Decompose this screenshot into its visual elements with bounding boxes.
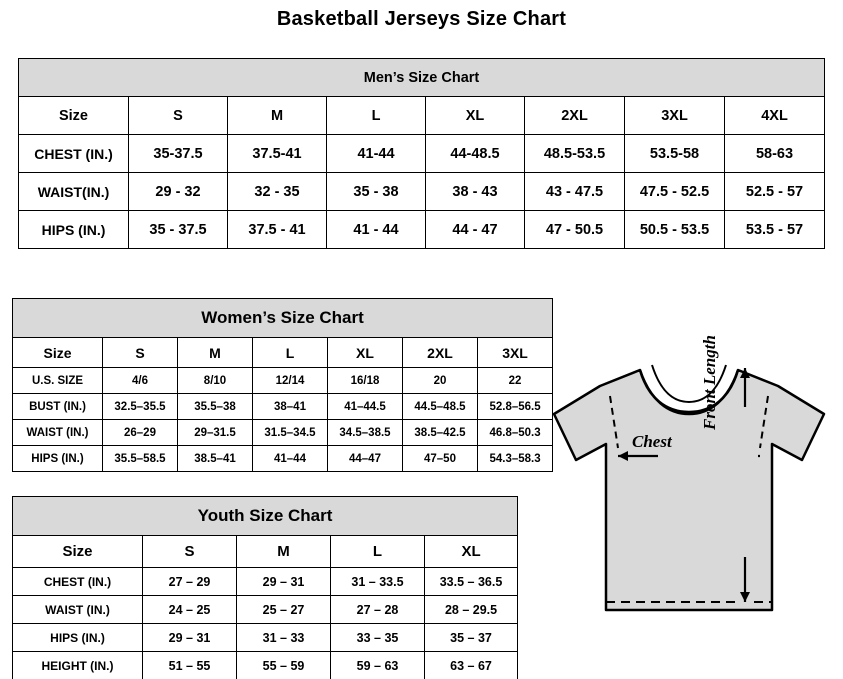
mens-col-xl: XL	[426, 97, 525, 135]
womens-row-bust-label: BUST (IN.)	[13, 394, 103, 420]
womens-row-waist-label: WAIST (IN.)	[13, 420, 103, 446]
womens-waist-l: 31.5–34.5	[253, 420, 328, 446]
womens-size-chart	[12, 298, 553, 472]
mens-chest-2xl: 48.5-53.5	[525, 135, 625, 173]
youth-height-m: 55 – 59	[237, 652, 331, 679]
mens-waist-4xl: 52.5 - 57	[725, 173, 825, 211]
mens-waist-2xl: 43 - 47.5	[525, 173, 625, 211]
womens-ussize-3xl: 22	[478, 368, 553, 394]
womens-bust-s: 32.5–35.5	[103, 394, 178, 420]
youth-waist-s: 24 – 25	[143, 596, 237, 624]
mens-size-chart	[18, 58, 825, 249]
womens-col-m: M	[178, 338, 253, 368]
youth-row-chest-label: CHEST (IN.)	[13, 568, 143, 596]
mens-chest-s: 35-37.5	[129, 135, 228, 173]
youth-chest-m: 29 – 31	[237, 568, 331, 596]
youth-row-hips-label: HIPS (IN.)	[13, 624, 143, 652]
womens-hips-m: 38.5–41	[178, 446, 253, 472]
mens-col-4xl: 4XL	[725, 97, 825, 135]
womens-col-l: L	[253, 338, 328, 368]
womens-waist-3xl: 46.8–50.3	[478, 420, 553, 446]
youth-height-xl: 63 – 67	[425, 652, 518, 679]
womens-bust-2xl: 44.5–48.5	[403, 394, 478, 420]
table-row	[19, 173, 825, 211]
front-length-measure-label: Front Length	[700, 335, 719, 430]
mens-chest-xl: 44-48.5	[426, 135, 525, 173]
mens-waist-xl: 38 - 43	[426, 173, 525, 211]
table-row	[19, 135, 825, 173]
womens-col-3xl: 3XL	[478, 338, 553, 368]
measurement-diagram	[540, 352, 840, 674]
chest-measure-label: Chest	[632, 432, 672, 451]
youth-header-size: Size	[13, 536, 143, 568]
table-row	[13, 420, 553, 446]
womens-waist-2xl: 38.5–42.5	[403, 420, 478, 446]
mens-col-l: L	[327, 97, 426, 135]
womens-ussize-xl: 16/18	[328, 368, 403, 394]
mens-row-waist-label: WAIST(IN.)	[19, 173, 129, 211]
youth-row-height-label: HEIGHT (IN.)	[13, 652, 143, 679]
youth-height-l: 59 – 63	[331, 652, 425, 679]
table-row	[13, 568, 518, 596]
youth-height-s: 51 – 55	[143, 652, 237, 679]
table-row	[13, 368, 553, 394]
mens-col-2xl: 2XL	[525, 97, 625, 135]
mens-chest-3xl: 53.5-58	[625, 135, 725, 173]
mens-hips-4xl: 53.5 - 57	[725, 211, 825, 249]
mens-chart-title: Men’s Size Chart	[19, 59, 825, 97]
womens-ussize-l: 12/14	[253, 368, 328, 394]
womens-col-xl: XL	[328, 338, 403, 368]
mens-hips-2xl: 47 - 50.5	[525, 211, 625, 249]
youth-waist-xl: 28 – 29.5	[425, 596, 518, 624]
womens-bust-l: 38–41	[253, 394, 328, 420]
mens-row-hips-label: HIPS (IN.)	[19, 211, 129, 249]
womens-ussize-s: 4/6	[103, 368, 178, 394]
mens-row-chest-label: CHEST (IN.)	[19, 135, 129, 173]
womens-ussize-m: 8/10	[178, 368, 253, 394]
mens-chest-m: 37.5-41	[228, 135, 327, 173]
womens-hips-xl: 44–47	[328, 446, 403, 472]
womens-row-hips-label: HIPS (IN.)	[13, 446, 103, 472]
womens-ussize-2xl: 20	[403, 368, 478, 394]
mens-waist-l: 35 - 38	[327, 173, 426, 211]
youth-waist-l: 27 – 28	[331, 596, 425, 624]
youth-hips-s: 29 – 31	[143, 624, 237, 652]
youth-chest-l: 31 – 33.5	[331, 568, 425, 596]
mens-header-size: Size	[19, 97, 129, 135]
mens-col-s: S	[129, 97, 228, 135]
womens-hips-l: 41–44	[253, 446, 328, 472]
mens-hips-s: 35 - 37.5	[129, 211, 228, 249]
mens-hips-l: 41 - 44	[327, 211, 426, 249]
youth-col-l: L	[331, 536, 425, 568]
womens-hips-2xl: 47–50	[403, 446, 478, 472]
youth-hips-l: 33 – 35	[331, 624, 425, 652]
womens-waist-m: 29–31.5	[178, 420, 253, 446]
tshirt-icon	[540, 352, 840, 662]
mens-col-m: M	[228, 97, 327, 135]
table-row	[13, 446, 553, 472]
womens-col-s: S	[103, 338, 178, 368]
table-row	[13, 596, 518, 624]
youth-size-chart	[12, 496, 518, 679]
youth-waist-m: 25 – 27	[237, 596, 331, 624]
womens-col-2xl: 2XL	[403, 338, 478, 368]
youth-col-xl: XL	[425, 536, 518, 568]
mens-waist-m: 32 - 35	[228, 173, 327, 211]
mens-col-3xl: 3XL	[625, 97, 725, 135]
table-row	[19, 211, 825, 249]
table-row	[13, 652, 518, 679]
womens-chart-title: Women’s Size Chart	[13, 299, 553, 338]
womens-bust-m: 35.5–38	[178, 394, 253, 420]
youth-hips-xl: 35 – 37	[425, 624, 518, 652]
youth-col-s: S	[143, 536, 237, 568]
mens-hips-3xl: 50.5 - 53.5	[625, 211, 725, 249]
womens-waist-xl: 34.5–38.5	[328, 420, 403, 446]
youth-row-waist-label: WAIST (IN.)	[13, 596, 143, 624]
youth-chart-title: Youth Size Chart	[13, 497, 518, 536]
table-row	[13, 624, 518, 652]
table-row	[13, 394, 553, 420]
mens-waist-s: 29 - 32	[129, 173, 228, 211]
womens-hips-3xl: 54.3–58.3	[478, 446, 553, 472]
youth-hips-m: 31 – 33	[237, 624, 331, 652]
womens-header-size: Size	[13, 338, 103, 368]
womens-hips-s: 35.5–58.5	[103, 446, 178, 472]
womens-bust-xl: 41–44.5	[328, 394, 403, 420]
mens-waist-3xl: 47.5 - 52.5	[625, 173, 725, 211]
youth-col-m: M	[237, 536, 331, 568]
youth-chest-s: 27 – 29	[143, 568, 237, 596]
mens-hips-xl: 44 - 47	[426, 211, 525, 249]
mens-chest-4xl: 58-63	[725, 135, 825, 173]
mens-hips-m: 37.5 - 41	[228, 211, 327, 249]
page-title: Basketball Jerseys Size Chart	[276, 8, 567, 30]
womens-row-ussize-label: U.S. SIZE	[13, 368, 103, 394]
womens-waist-s: 26–29	[103, 420, 178, 446]
womens-bust-3xl: 52.8–56.5	[478, 394, 553, 420]
mens-chest-l: 41-44	[327, 135, 426, 173]
youth-chest-xl: 33.5 – 36.5	[425, 568, 518, 596]
